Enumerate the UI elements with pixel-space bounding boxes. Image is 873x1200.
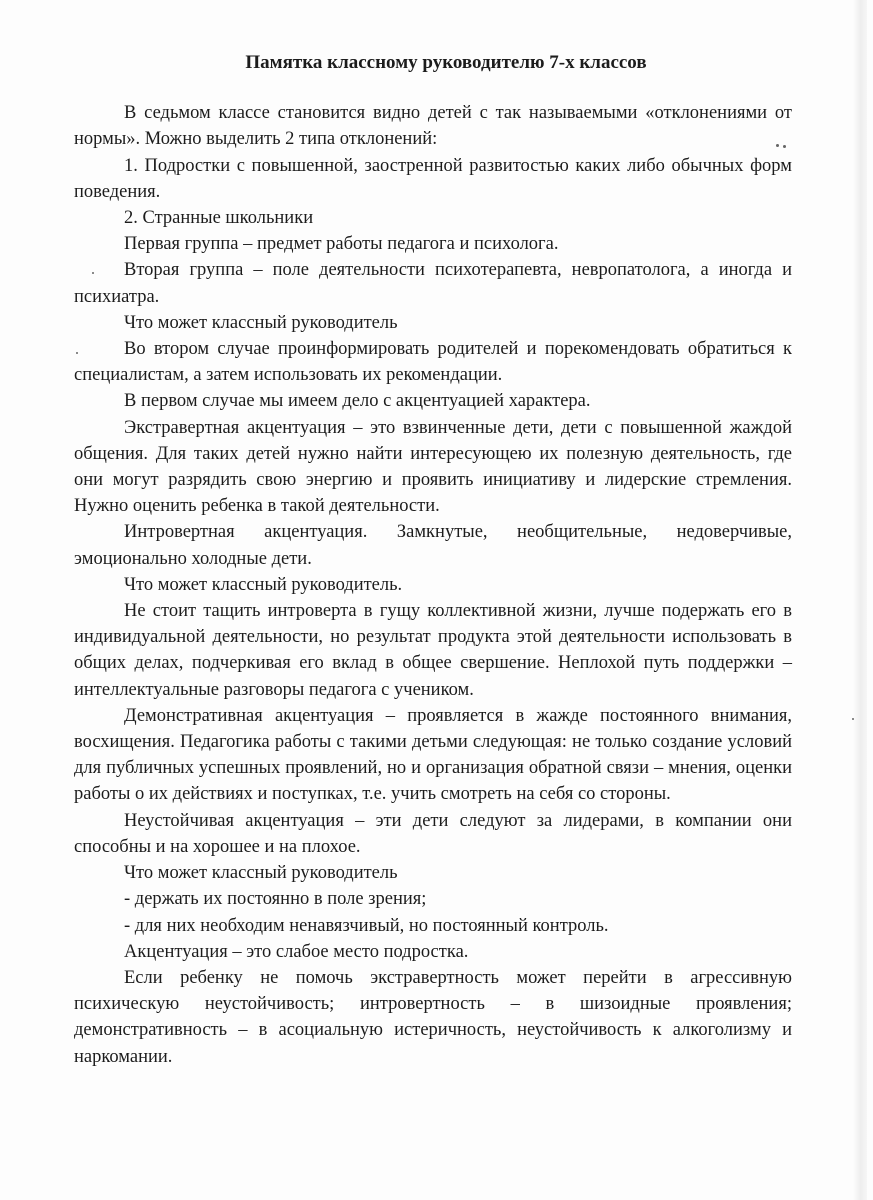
paragraph-introvert: Интровертная акцентуация. Замкнутые, необщительные, недоверчивые, эмоционально холодные дети.: [74, 522, 792, 569]
paragraph-intro: В седьмом классе становится видно детей с так называемыми «отклонениями от нормы». Можно выделить 2 типа отклонений:: [74, 103, 792, 150]
document-body: [74, 50, 792, 1070]
paragraph-demonstrative: Демонстративная акцентуация – проявляется в жажде постоянного внимания, восхищения. Педагогика работы с такими детьми следующая: не только создание условий для публичных успешных проявлений, но и организация обратной связи – мнения, оценки работы о их действиях и поступках, т.е. учить смотреть на себя со стороны.: [74, 705, 792, 805]
paragraph-conclusion: Если ребенку не помочь экстравертность может перейти в агрессивную психическую неустойчивость; интровертность – в шизоидные проявления; демонстративность – в асоциальную истеричность, неустойчивость к алкоголизму и наркомании.: [74, 967, 792, 1067]
paragraph-second-case: Во втором случае проинформировать родителей и порекомендовать обратиться к специалистам, а затем использовать их рекомендации.: [74, 339, 792, 386]
paragraph-first-case: В первом случае мы имеем дело с акцентуацией характера.: [124, 391, 591, 412]
paragraph-extravert: Экстравертная акцентуация – это взвинченные дети, дети с повышенной жаждой общения. Для таких детей нужно найти интересующею их полезную деятельность, где они могут разрядить свою энергию и проявить инициативу и лидерские стремления. Нужно оценить ребенка в такой деятельности.: [74, 417, 792, 517]
paragraph-teacher-question-3: Что может классный руководитель: [124, 863, 398, 884]
paragraph-second-group: Вторая группа – поле деятельности психотерапевта, невропатолога, а иногда и психиатра.: [74, 260, 792, 307]
scan-edge-shadow: [853, 0, 867, 1200]
paragraph-list-item-2: 2. Странные школьники: [124, 208, 314, 229]
paragraph-dash-item-1: - держать их постоянно в поле зрения;: [124, 889, 427, 910]
scan-speck: [852, 718, 854, 720]
paragraph-accentuation: Акцентуация – это слабое место подростка.: [124, 941, 469, 962]
paragraph-unstable: Неустойчивая акцентуация – эти дети следуют за лидерами, в компании они способны и на хорошее и на плохое.: [74, 810, 792, 857]
paragraph-teacher-question-1: Что может классный руководитель: [124, 312, 398, 333]
paragraph-teacher-question-2: Что может классный руководитель.: [124, 574, 403, 595]
paragraph-dash-item-2: - для них необходим ненавязчивый, но постоянный контроль.: [124, 915, 609, 936]
paragraph-introvert-advice: Не стоит тащить интроверта в гущу коллективной жизни, лучше подержать его в индивидуальной деятельности, но результат продукта этой деятельности использовать в общих делах, подчеркивая его вклад в общее свершение. Неплохой путь поддержки – интеллектуальные разговоры педагога с учеником.: [74, 601, 792, 700]
paragraph-list-item-1: 1. Подростки с повышенной, заостренной развитостью каких либо обычных форм поведения.: [74, 155, 792, 202]
document-title: Памятка классному руководителю 7-х классов: [245, 52, 647, 73]
paragraph-first-group: Первая группа – предмет работы педагога и психолога.: [124, 234, 559, 255]
